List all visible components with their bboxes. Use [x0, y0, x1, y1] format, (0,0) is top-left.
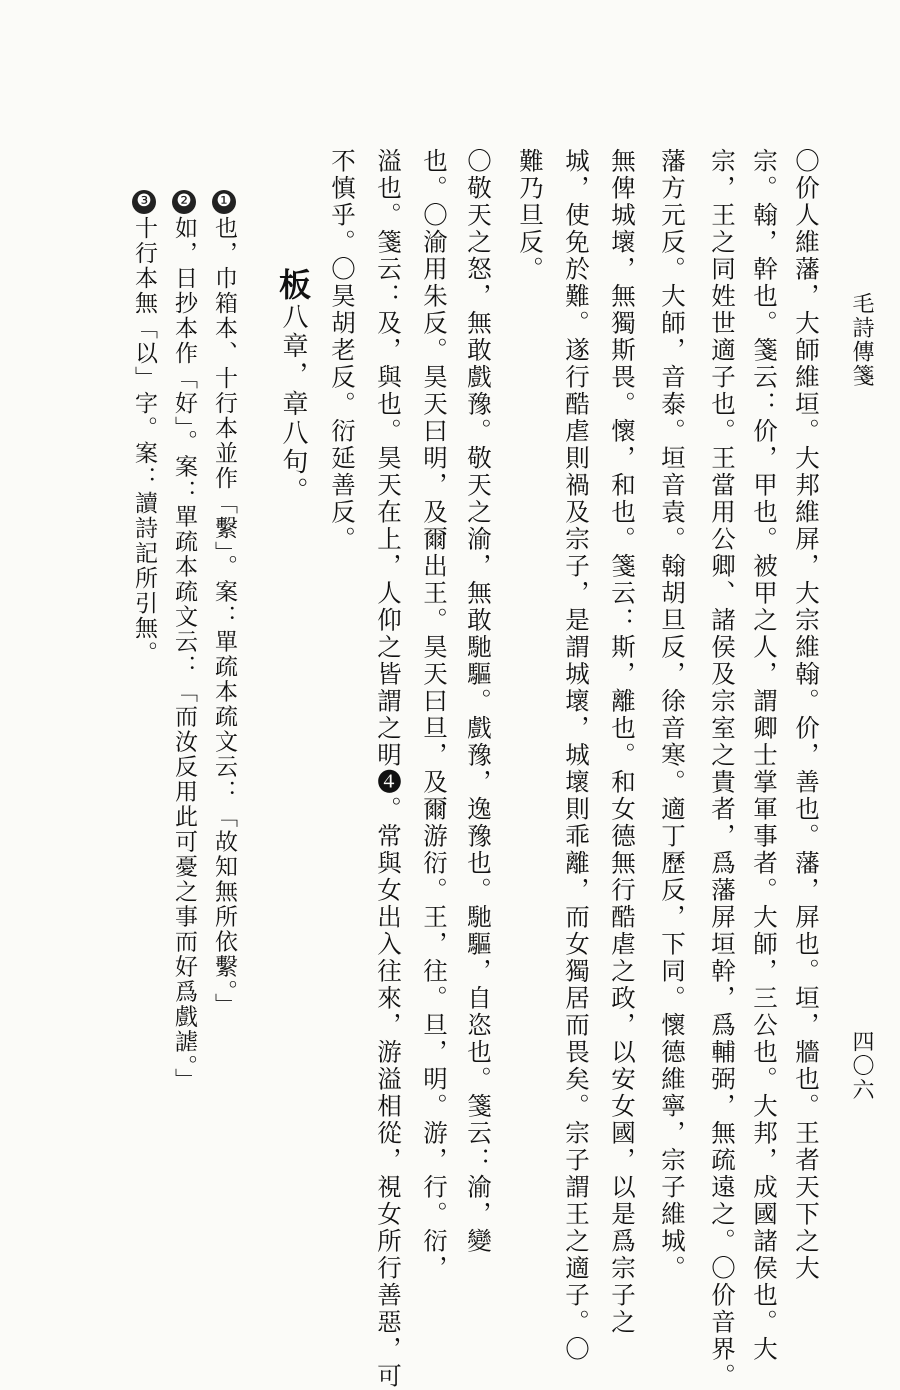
page-number: 四〇六 [849, 1030, 874, 1102]
text-column-10: 溢也。箋云：及，與也。昊天在上，人仰之皆謂之明❹。常與女出入往來，游溢相從，視女所行善惡，可 [374, 148, 403, 1390]
footnote-2 [168, 188, 201, 1093]
text-column-3: 宗，王之同姓世適子也。王當用公卿、諸侯及宗室之貴者，爲藩屏垣幹，爲輔弼，無疏遠之。〇价音界。 [708, 148, 737, 1390]
chapter-count: 八章，章八句。 [278, 303, 308, 506]
footnote-3 [128, 188, 161, 666]
text-column-11: 不慎乎。〇昊胡老反。衍延善反。 [328, 148, 357, 553]
text-column-7: 難乃旦反。 [516, 148, 545, 283]
poem-title: 板 [274, 268, 312, 303]
footnote-text: 如，日抄本作「好」。案：單疏本疏文云：「而汝反用此可憂之事而好爲戲謔。」 [171, 216, 197, 1093]
footnote-1 [208, 188, 241, 1018]
running-header-title: 毛詩傳箋 [849, 292, 874, 388]
text-column-4: 藩方元反。大師，音泰。垣音袁。翰胡旦反，徐音寒。適丁歷反，下同。懷德維寧，宗子維城。 [658, 148, 687, 1282]
text-column-8: 〇敬天之怒，無敢戲豫。敬天之渝，無敢馳驅。戲豫，逸豫也。馳驅，自恣也。箋云：渝，變 [464, 148, 493, 1255]
footnote-marker: ❷ [174, 191, 194, 213]
footnote-marker: ❸ [134, 191, 154, 213]
text-column-2: 宗。翰，幹也。箋云：价，甲也。被甲之人，謂卿士掌軍事者。大師，三公也。大邦，成國諸侯也。大 [750, 148, 779, 1363]
text-column-6: 城，使免於難。遂行酷虐則禍及宗子，是謂城壞，城壞則乖離，而女獨居而畏矣。宗子謂王之適子。〇 [562, 148, 591, 1363]
footnote-text: 也，巾箱本、十行本並作「繫」。案：單疏本疏文云：「故知無所依繫。」 [211, 216, 237, 1018]
footnote-marker: ❶ [214, 191, 234, 213]
chapter-summary [270, 268, 316, 506]
text-column-5: 無俾城壞，無獨斯畏。懷，和也。箋云：斯，離也。和女德無行酷虐之政，以安女國，以是爲宗子之 [608, 148, 637, 1336]
text-column-1: 〇价人維藩，大師維垣。大邦維屏，大宗維翰。价，善也。藩，屏也。垣，牆也。王者天下之大 [792, 148, 821, 1282]
text-column-9: 也。〇渝用朱反。昊天曰明，及爾出王。昊天曰旦，及爾游衍。王，往。旦，明。游，行。衍， [420, 148, 449, 1282]
footnote-text: 十行本無「以」字。案：讀詩記所引無。 [131, 216, 157, 666]
